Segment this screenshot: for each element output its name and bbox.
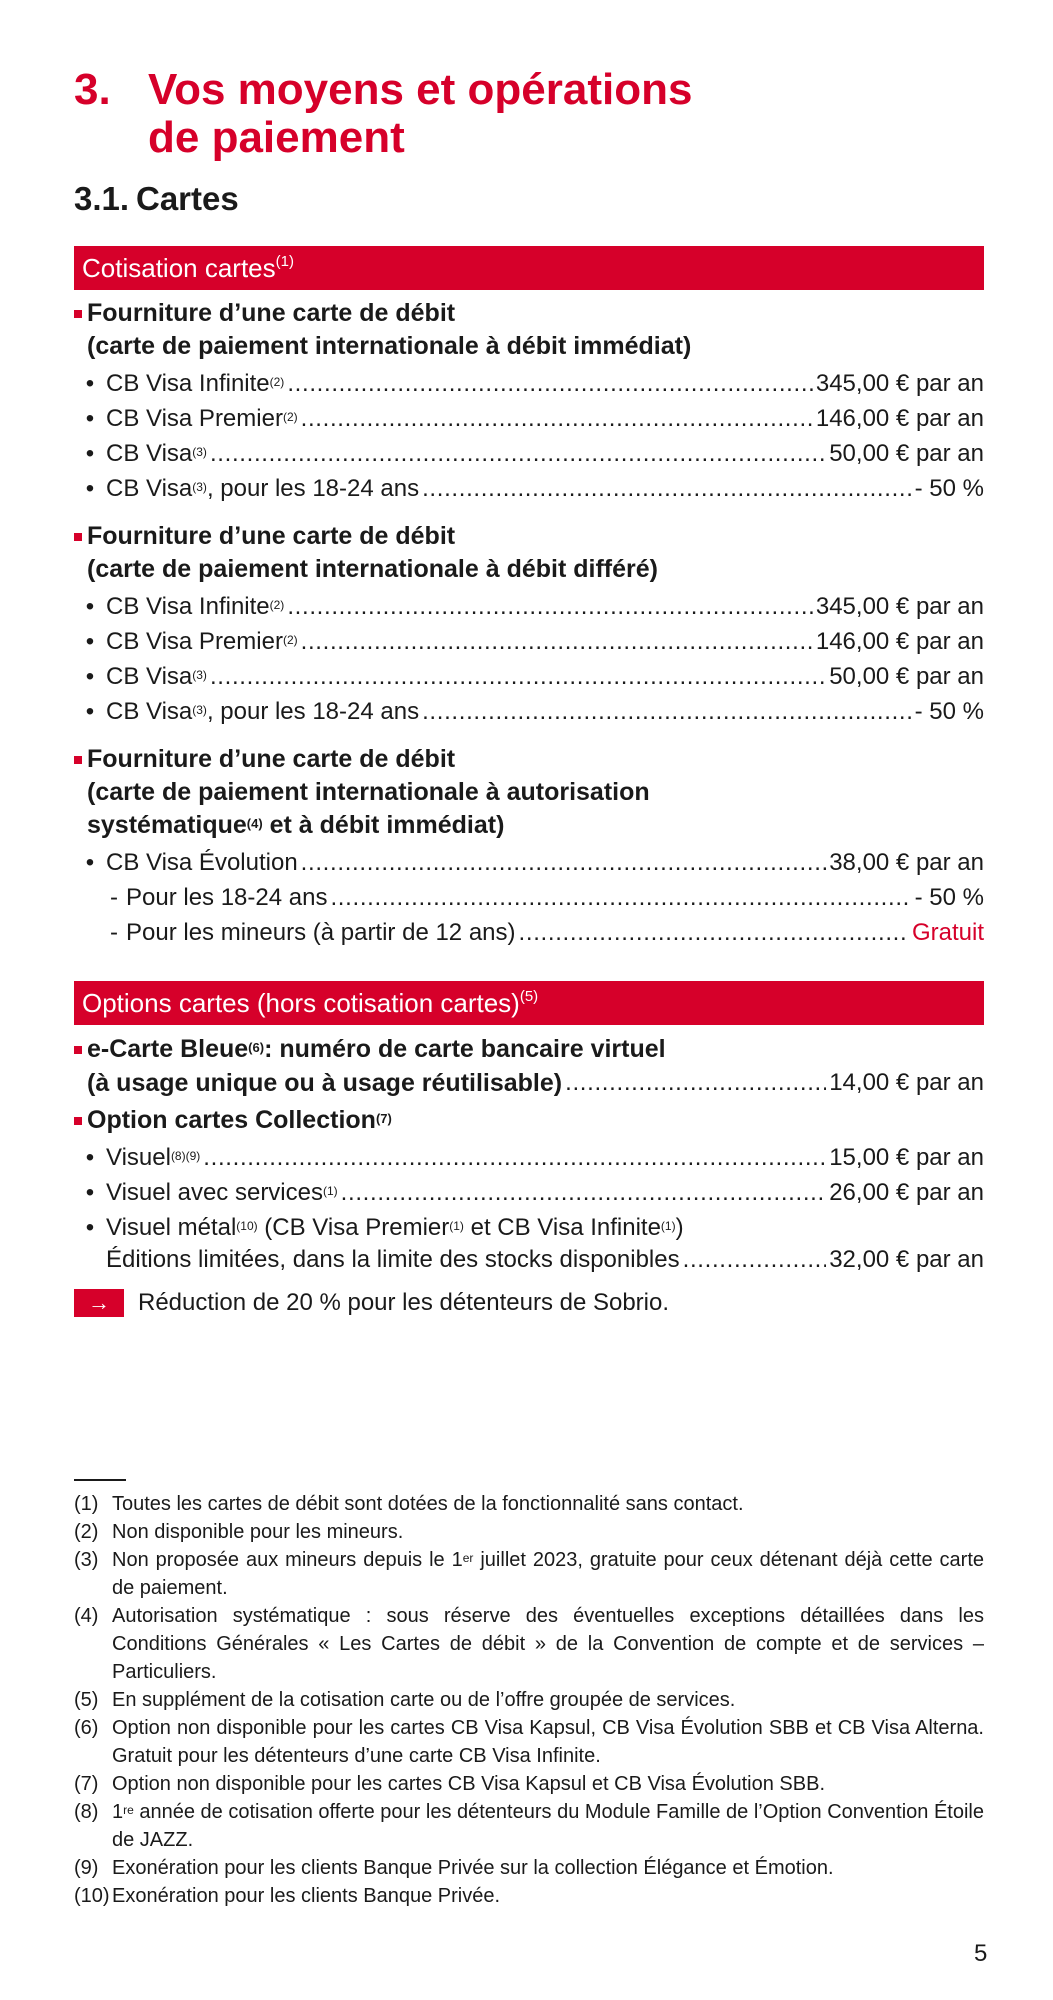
footnote-ref: (3) [192, 445, 207, 459]
bullet-icon: • [85, 440, 95, 467]
footnote-text [112, 1798, 984, 1854]
footnote-number: (3) [74, 1549, 99, 1571]
footnote-ref: (8)(9) [170, 1149, 201, 1163]
band-footnote-ref: (5) [519, 988, 539, 1005]
bullet-icon: • [85, 849, 95, 876]
footnote [74, 1546, 984, 1602]
row-label: Éditions limitées, dans la limite des stocks disponibles [106, 1246, 680, 1273]
footnote [74, 1714, 984, 1770]
leader-dots [341, 1176, 827, 1210]
row-label: et CB Visa Infinite [463, 1214, 661, 1241]
row-label: CB Visa [106, 440, 193, 467]
band-label: Options cartes (hors cotisation cartes) [82, 988, 520, 1018]
row-price: - 50 % [914, 475, 984, 502]
bullet-icon: • [85, 1144, 95, 1171]
row-label: CB Visa [106, 663, 193, 690]
group-heading-line: (carte de paiement internationale à autorisation [87, 778, 650, 806]
row-price: 50,00 € par an [829, 663, 984, 690]
footnote-number: (4) [74, 1605, 99, 1627]
row-price: 15,00 € par an [829, 1144, 984, 1171]
footnote-number: (1) [74, 1493, 99, 1515]
footnote-text: Option non disponible pour les cartes CB Visa Kapsul et CB Visa Évolution SBB. [112, 1773, 825, 1795]
bullet-icon: • [85, 405, 95, 432]
leader-dots [422, 695, 912, 729]
price-row [74, 695, 984, 729]
square-bullet-icon [74, 533, 82, 541]
group-heading-debit-immediat [74, 297, 691, 363]
footnote-text: Exonération pour les clients Banque Privée sur la collection Élégance et Émotion. [112, 1857, 834, 1879]
bullet-icon: • [85, 1179, 95, 1206]
row-price: 26,00 € par an [829, 1179, 984, 1206]
footnote-text: Option non disponible pour les cartes CB Visa Kapsul, CB Visa Évolution SBB et CB Visa Alterna. Gratuit pour les détenteurs d’une carte CB Visa Infinite. [112, 1717, 984, 1767]
square-bullet-icon [74, 310, 82, 318]
band-label: Cotisation cartes [82, 253, 276, 283]
section-band-cotisation [74, 246, 984, 290]
footnote [74, 1686, 984, 1714]
leader-dots [301, 625, 813, 659]
square-bullet-icon [74, 1046, 82, 1054]
section-title [74, 180, 239, 218]
footnote-text-part: 1 [112, 1801, 124, 1823]
page [74, 0, 988, 2000]
leader-dots [683, 1243, 827, 1277]
footnote [74, 1770, 984, 1798]
footnote [74, 1854, 984, 1882]
footnote-number: (6) [74, 1717, 99, 1739]
footnote-ref: (3) [192, 703, 207, 717]
chapter-number: 3. [74, 65, 111, 114]
footnote-ref: (1) [660, 1219, 676, 1233]
group-heading-text: Option cartes Collection [87, 1106, 376, 1134]
group-heading-line [87, 809, 650, 842]
row-label: Visuel avec services [106, 1179, 323, 1206]
price-row [74, 437, 984, 471]
row-label: CB Visa Infinite [106, 593, 270, 620]
footnote-text: En supplément de la cotisation carte ou de l’offre groupée de services. [112, 1689, 736, 1711]
leader-dots [203, 1141, 826, 1175]
text-row [74, 1211, 984, 1245]
section-title-text: Cartes [136, 180, 239, 217]
bullet-icon: • [85, 593, 95, 620]
row-label: CB Visa [106, 475, 193, 502]
footnote-ref: (3) [192, 668, 207, 682]
footnote-ref: (1) [449, 1219, 464, 1233]
group-heading-line: (carte de paiement internationale à débit immédiat) [87, 332, 692, 360]
leader-dots [287, 590, 813, 624]
footnote-ref: (2) [282, 410, 298, 424]
footnote-text: Toutes les cartes de débit sont dotées de la fonctionnalité sans contact. [112, 1493, 744, 1515]
footnote-text-part: Non proposée aux mineurs depuis le 1 [112, 1549, 463, 1571]
footnote [74, 1490, 984, 1518]
row-price: 14,00 € par an [829, 1069, 984, 1096]
ordinal-sup: er [462, 1551, 474, 1565]
chapter-title-line2: de paiement [148, 113, 405, 162]
leader-dots [210, 437, 826, 471]
group-heading-line [87, 1104, 392, 1137]
price-row [74, 1141, 984, 1175]
band-footnote-ref: (1) [275, 253, 294, 270]
square-bullet-icon [74, 1117, 82, 1125]
footnote-ref: (2) [269, 375, 285, 389]
price-row [74, 846, 984, 880]
leader-dots [330, 881, 911, 915]
price-row [74, 1243, 984, 1277]
reduction-note [74, 1288, 669, 1318]
footnote-ref: (7) [375, 1111, 392, 1126]
group-heading-autorisation [74, 743, 650, 842]
price-row [74, 472, 984, 506]
group-heading-debit-differe [74, 520, 658, 586]
dash-icon: - [110, 919, 118, 946]
footnote-text: Exonération pour les clients Banque Privée. [112, 1885, 501, 1907]
footnote-ref: (6) [248, 1040, 265, 1055]
footnotes [74, 1490, 984, 1910]
group-heading-text: et à débit immédiat) [262, 811, 505, 839]
price-row [74, 590, 984, 624]
price-row [74, 625, 984, 659]
footnote-ref: (2) [282, 633, 298, 647]
row-label: Pour les mineurs (à partir de 12 ans) [126, 919, 516, 946]
price-row [74, 916, 984, 950]
price-row [74, 1066, 984, 1100]
row-label: (CB Visa Premier [257, 1214, 450, 1241]
row-price: 38,00 € par an [829, 849, 984, 876]
leader-dots [301, 846, 827, 880]
row-price: 50,00 € par an [829, 440, 984, 467]
row-price-free: Gratuit [911, 919, 984, 946]
footnote-number: (2) [74, 1521, 99, 1543]
footnote [74, 1798, 984, 1854]
leader-dots [519, 916, 909, 950]
footnote-number: (7) [74, 1773, 99, 1795]
footnote-text [112, 1546, 984, 1602]
row-label: CB Visa [106, 698, 193, 725]
footnote [74, 1602, 984, 1686]
leader-dots [287, 367, 813, 401]
row-price: 345,00 € par an [815, 370, 984, 397]
bullet-icon: • [85, 475, 95, 502]
price-row [74, 402, 984, 436]
row-label-suffix: , pour les 18-24 ans [206, 698, 420, 725]
footnote-ref: (2) [269, 598, 285, 612]
row-label: CB Visa Premier [106, 405, 283, 432]
chapter-title-line1: Vos moyens et opérations [148, 65, 693, 114]
group-heading-text: systématique [87, 811, 247, 839]
row-price: - 50 % [914, 884, 984, 911]
bullet-icon: • [85, 628, 95, 655]
row-label: (à usage unique ou à usage réutilisable) [87, 1069, 563, 1097]
dash-icon: - [110, 884, 118, 911]
square-bullet-icon [74, 756, 82, 764]
leader-dots [210, 660, 826, 694]
price-row [74, 660, 984, 694]
footnote-number: (8) [74, 1801, 99, 1823]
price-row [74, 367, 984, 401]
footnote [74, 1518, 984, 1546]
footnote-number: (10) [74, 1885, 110, 1907]
row-label: Pour les 18-24 ans [126, 884, 328, 911]
group-heading-line: (carte de paiement internationale à débit différé) [87, 555, 658, 583]
group-heading-ecarte [74, 1033, 666, 1066]
footnote-text: Autorisation systématique : sous réserve des éventuelles exceptions détaillées dans les Conditions Générales « Les Cartes de débit » de la Convention de compte et de services – Particuliers. [112, 1605, 984, 1683]
row-label: CB Visa Infinite [106, 370, 270, 397]
section-band-options [74, 981, 984, 1025]
row-label: ) [675, 1214, 684, 1241]
row-label: Visuel [106, 1144, 171, 1171]
footnote-text-part: année de cotisation offerte pour les détenteurs du Module Famille de l’Option Convention Étoile de JAZZ. [112, 1801, 984, 1851]
footnote-divider [74, 1479, 126, 1481]
price-row [74, 881, 984, 915]
row-price: - 50 % [914, 698, 984, 725]
row-price: 32,00 € par an [829, 1246, 984, 1273]
group-heading-collection [74, 1104, 392, 1137]
group-heading-line: Fourniture d’une carte de débit [87, 299, 456, 327]
group-heading-text: e-Carte Bleue [87, 1035, 249, 1063]
leader-dots [422, 472, 912, 506]
row-label: CB Visa Évolution [106, 849, 298, 876]
footnote-ref: (1) [322, 1184, 338, 1198]
row-label-suffix: , pour les 18-24 ans [206, 475, 420, 502]
reduction-text: Réduction de 20 % pour les détenteurs de Sobrio. [138, 1289, 670, 1316]
footnote-number: (9) [74, 1857, 99, 1879]
row-price: 146,00 € par an [815, 628, 984, 655]
footnote-text-part: juillet 2023, gratuite pour ceux détenant déjà cette carte de paiement. [112, 1549, 984, 1599]
section-number: 3.1. [74, 180, 130, 217]
group-heading-line: Fourniture d’une carte de débit [87, 522, 456, 550]
footnote-text: Non disponible pour les mineurs. [112, 1521, 404, 1543]
arrow-right-icon: → [74, 1289, 124, 1317]
bullet-icon: • [85, 698, 95, 725]
bullet-icon: • [85, 370, 95, 397]
row-label: CB Visa Premier [106, 628, 283, 655]
group-heading-text: : numéro de carte bancaire virtuel [264, 1035, 666, 1063]
footnote-number: (5) [74, 1689, 99, 1711]
row-price: 146,00 € par an [815, 405, 984, 432]
bullet-icon: • [85, 1214, 95, 1241]
footnote-ref: (4) [246, 816, 263, 831]
bullet-icon: • [85, 663, 95, 690]
price-row [74, 1176, 984, 1210]
group-heading-line: Fourniture d’une carte de débit [87, 745, 456, 773]
footnote [74, 1882, 984, 1910]
page-number: 5 [974, 1940, 988, 1967]
row-label: Visuel métal [106, 1214, 237, 1241]
indent-spacer [74, 1243, 106, 1277]
ordinal-sup: re [123, 1803, 134, 1817]
footnote-ref: (3) [192, 480, 207, 494]
leader-dots [565, 1066, 826, 1100]
group-heading-line [87, 1033, 666, 1066]
footnote-ref: (10) [236, 1219, 258, 1233]
leader-dots [301, 402, 813, 436]
row-price: 345,00 € par an [815, 593, 984, 620]
